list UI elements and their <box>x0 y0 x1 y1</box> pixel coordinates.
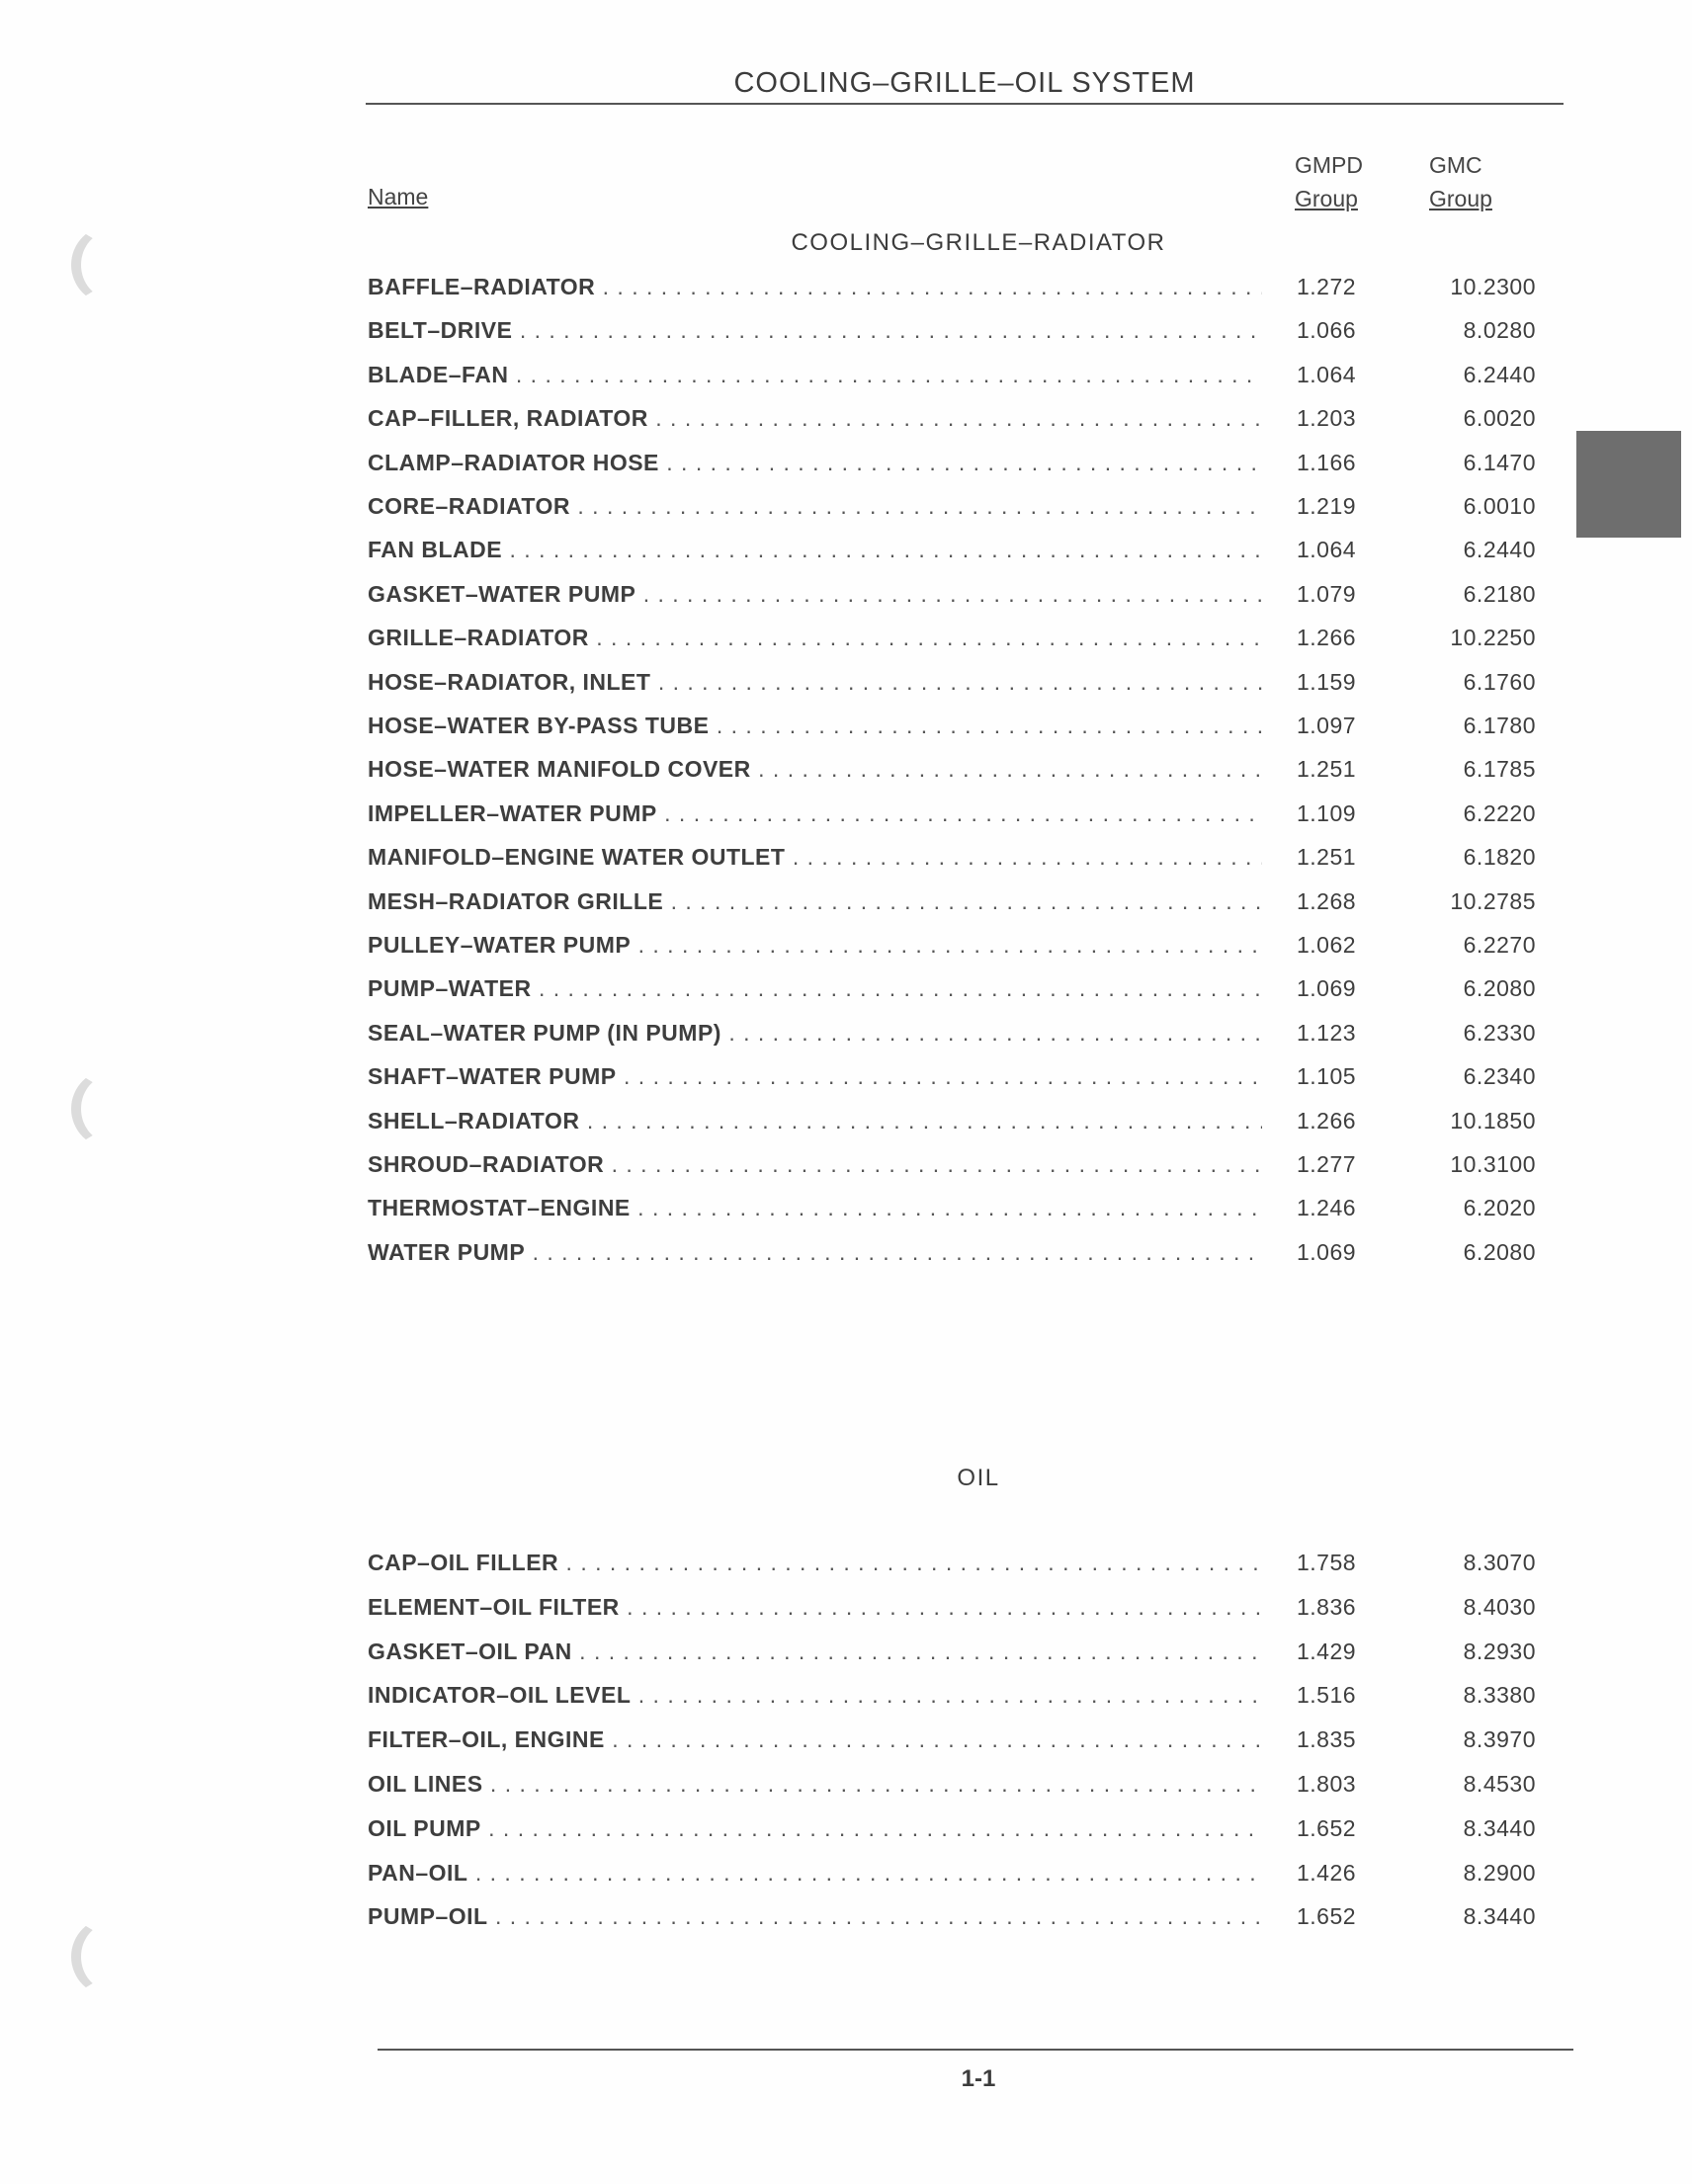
part-name: BELT–DRIVE . . . <box>368 317 1262 344</box>
gmc-group: 8.4530 <box>1463 1771 1536 1797</box>
part-name: INDICATOR–OIL LEVEL . . . <box>368 1682 1262 1709</box>
gmc-group: 10.2785 <box>1450 888 1536 914</box>
gmpd-group: 1.426 <box>1297 1860 1357 1886</box>
table-row <box>368 1020 1534 1055</box>
gmpd-group: 1.277 <box>1297 1151 1357 1177</box>
gmpd-group: 1.069 <box>1297 975 1357 1001</box>
table-row <box>368 1151 1534 1187</box>
part-name: SHROUD–RADIATOR . . . <box>368 1151 1262 1178</box>
gmpd-group: 1.105 <box>1297 1063 1357 1089</box>
part-name: HOSE–WATER BY-PASS TUBE . . . <box>368 713 1262 739</box>
part-name: FILTER–OIL, ENGINE . . . <box>368 1726 1262 1753</box>
gmc-group: 8.3440 <box>1463 1815 1536 1841</box>
part-name: SHAFT–WATER PUMP . . . <box>368 1063 1262 1090</box>
table-row <box>368 1726 1534 1762</box>
table-row <box>368 1108 1534 1143</box>
section-heading: COOLING–GRILLE–RADIATOR <box>791 229 1166 256</box>
table-row <box>368 975 1534 1011</box>
gmpd-group: 1.272 <box>1297 274 1357 299</box>
column-header-gmc-line2: Group <box>1429 186 1492 211</box>
gmc-group: 10.2300 <box>1450 274 1536 299</box>
part-name: CAP–FILLER, RADIATOR . . . <box>368 405 1262 432</box>
page-title: COOLING–GRILLE–OIL SYSTEM <box>733 67 1196 99</box>
table-row <box>368 1682 1534 1718</box>
column-header-name-label: Name <box>368 184 429 210</box>
gmpd-group: 1.064 <box>1297 362 1357 387</box>
part-name: HOSE–RADIATOR, INLET . . . <box>368 669 1262 696</box>
gmc-group: 6.2340 <box>1463 1063 1536 1089</box>
part-name: WATER PUMP . . . <box>368 1239 1262 1266</box>
gmpd-group: 1.652 <box>1297 1903 1357 1929</box>
gmc-group: 10.3100 <box>1450 1151 1536 1177</box>
part-name: BAFFLE–RADIATOR . . . <box>368 274 1262 300</box>
footer-rule <box>378 2049 1573 2051</box>
gmc-group: 8.3440 <box>1463 1903 1536 1929</box>
part-name: GASKET–OIL PAN . . . <box>368 1638 1262 1665</box>
gmpd-group: 1.062 <box>1297 932 1357 958</box>
gmpd-group: 1.097 <box>1297 713 1357 738</box>
part-name: BLADE–FAN . . . <box>368 362 1262 388</box>
part-name: OIL LINES . . . <box>368 1771 1262 1798</box>
table-row <box>368 1239 1534 1275</box>
part-name: ELEMENT–OIL FILTER . . . <box>368 1594 1262 1621</box>
part-name: THERMOSTAT–ENGINE . . . <box>368 1195 1262 1221</box>
table-row <box>368 888 1534 924</box>
gmc-group: 6.2440 <box>1463 362 1536 387</box>
gmc-group: 6.1785 <box>1463 756 1536 782</box>
gmc-group: 8.3970 <box>1463 1726 1536 1752</box>
part-name: PULLEY–WATER PUMP . . . <box>368 932 1262 959</box>
table-row <box>368 362 1534 397</box>
page-number: 1-1 <box>961 2065 996 2092</box>
part-name: CLAMP–RADIATOR HOSE . . . <box>368 450 1262 476</box>
part-name: PAN–OIL . . . <box>368 1860 1262 1887</box>
table-row <box>368 932 1534 967</box>
gmc-group: 10.2250 <box>1450 625 1536 650</box>
table-row <box>368 1063 1534 1099</box>
table-row <box>368 450 1534 485</box>
column-header-gmpd <box>1295 148 1363 215</box>
table-row <box>368 844 1534 880</box>
gmpd-group: 1.803 <box>1297 1771 1357 1797</box>
gmpd-group: 1.429 <box>1297 1638 1357 1664</box>
gmpd-group: 1.066 <box>1297 317 1357 343</box>
gmpd-group: 1.109 <box>1297 800 1357 826</box>
part-name: GRILLE–RADIATOR . . . <box>368 625 1262 651</box>
part-name: HOSE–WATER MANIFOLD COVER . . . <box>368 756 1262 783</box>
gmpd-group: 1.652 <box>1297 1815 1357 1841</box>
gmc-group: 10.1850 <box>1450 1108 1536 1134</box>
gmpd-group: 1.069 <box>1297 1239 1357 1265</box>
gmc-group: 6.2330 <box>1463 1020 1536 1046</box>
table-row <box>368 581 1534 617</box>
gmc-group: 6.1470 <box>1463 450 1536 475</box>
binder-hole-bottom <box>71 1917 150 1996</box>
gmpd-group: 1.758 <box>1297 1550 1357 1575</box>
gmpd-group: 1.166 <box>1297 450 1357 475</box>
gmc-group: 6.2220 <box>1463 800 1536 826</box>
section-tab-marker <box>1576 431 1681 538</box>
table-row <box>368 537 1534 572</box>
binder-hole-top <box>71 225 150 304</box>
table-row <box>368 274 1534 309</box>
table-row <box>368 1638 1534 1674</box>
gmc-group: 6.0010 <box>1463 493 1536 519</box>
table-row <box>368 669 1534 705</box>
gmpd-group: 1.268 <box>1297 888 1357 914</box>
gmpd-group: 1.835 <box>1297 1726 1357 1752</box>
gmpd-group: 1.246 <box>1297 1195 1357 1220</box>
gmc-group: 6.2080 <box>1463 975 1536 1001</box>
gmc-group: 6.1760 <box>1463 669 1536 695</box>
gmc-group: 8.3380 <box>1463 1682 1536 1708</box>
table-row <box>368 405 1534 441</box>
part-name: SHELL–RADIATOR . . . <box>368 1108 1262 1134</box>
table-row <box>368 800 1534 836</box>
part-name: FAN BLADE . . . <box>368 537 1262 563</box>
part-name: SEAL–WATER PUMP (IN PUMP) . . . <box>368 1020 1262 1047</box>
gmpd-group: 1.079 <box>1297 581 1357 607</box>
gmpd-group: 1.251 <box>1297 756 1357 782</box>
table-row <box>368 1815 1534 1851</box>
gmc-group: 6.1820 <box>1463 844 1536 870</box>
part-name: CAP–OIL FILLER . . . <box>368 1550 1262 1576</box>
column-header-name <box>368 180 428 213</box>
gmpd-group: 1.203 <box>1297 405 1357 431</box>
gmpd-group: 1.836 <box>1297 1594 1357 1620</box>
table-row <box>368 1771 1534 1806</box>
gmpd-group: 1.219 <box>1297 493 1357 519</box>
gmpd-group: 1.123 <box>1297 1020 1357 1046</box>
gmpd-group: 1.159 <box>1297 669 1357 695</box>
binder-hole-middle <box>71 1069 150 1148</box>
part-name: PUMP–OIL . . . <box>368 1903 1262 1930</box>
column-header-gmpd-line1: GMPD <box>1295 152 1363 178</box>
table-row <box>368 1903 1534 1939</box>
part-name: MESH–RADIATOR GRILLE . . . <box>368 888 1262 915</box>
part-name: PUMP–WATER . . . <box>368 975 1262 1002</box>
gmpd-group: 1.266 <box>1297 1108 1357 1134</box>
column-header-gmpd-line2: Group <box>1295 186 1358 211</box>
column-header-gmc-line1: GMC <box>1429 152 1482 178</box>
gmc-group: 6.2270 <box>1463 932 1536 958</box>
table-row <box>368 1594 1534 1630</box>
section-heading: OIL <box>957 1465 1000 1491</box>
gmc-group: 6.1780 <box>1463 713 1536 738</box>
gmc-group: 6.2020 <box>1463 1195 1536 1220</box>
gmc-group: 6.2440 <box>1463 537 1536 562</box>
part-name: CORE–RADIATOR . . . <box>368 493 1262 520</box>
gmc-group: 6.2080 <box>1463 1239 1536 1265</box>
title-rule <box>366 103 1564 105</box>
gmc-group: 8.3070 <box>1463 1550 1536 1575</box>
table-row <box>368 1550 1534 1585</box>
gmc-group: 8.2930 <box>1463 1638 1536 1664</box>
part-name: OIL PUMP . . . <box>368 1815 1262 1842</box>
gmc-group: 6.0020 <box>1463 405 1536 431</box>
gmpd-group: 1.266 <box>1297 625 1357 650</box>
table-row <box>368 1195 1534 1230</box>
part-name: MANIFOLD–ENGINE WATER OUTLET . . . <box>368 844 1262 871</box>
gmc-group: 6.2180 <box>1463 581 1536 607</box>
part-name: GASKET–WATER PUMP . . . <box>368 581 1262 608</box>
table-row <box>368 713 1534 748</box>
gmpd-group: 1.516 <box>1297 1682 1357 1708</box>
table-row <box>368 625 1534 660</box>
table-row <box>368 493 1534 529</box>
table-row <box>368 756 1534 792</box>
gmpd-group: 1.064 <box>1297 537 1357 562</box>
part-name: IMPELLER–WATER PUMP . . . <box>368 800 1262 827</box>
gmpd-group: 1.251 <box>1297 844 1357 870</box>
gmc-group: 8.0280 <box>1463 317 1536 343</box>
table-row <box>368 317 1534 353</box>
table-row <box>368 1860 1534 1895</box>
column-header-gmc <box>1429 148 1492 215</box>
gmc-group: 8.2900 <box>1463 1860 1536 1886</box>
gmc-group: 8.4030 <box>1463 1594 1536 1620</box>
